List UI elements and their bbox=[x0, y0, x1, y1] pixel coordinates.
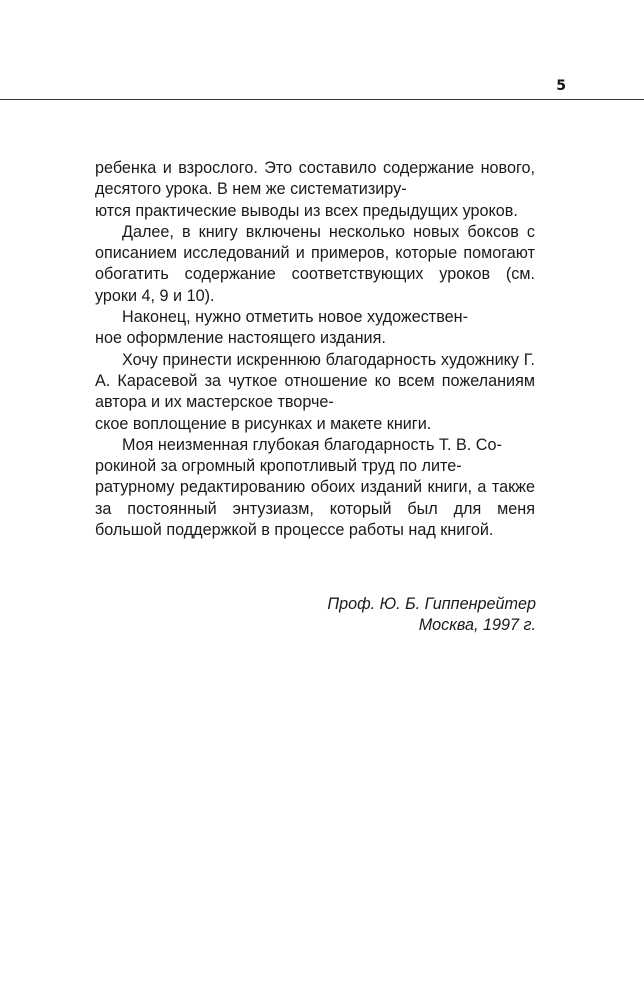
header-rule bbox=[0, 99, 644, 100]
paragraph-1: ребенка и взрослого. Это составило содержание нового, десятого урока. В нем же систематизиру- ются практические выводы из всех предыдущих уроков. bbox=[95, 159, 535, 220]
page-number: 5 bbox=[556, 78, 566, 94]
paragraph-5: Моя неизменная глубокая благодарность Т. В. Со- рокиной за огромный кропотливый труд по лите- ратурному редактированию обоих изданий книги, а также за постоянный энтузиазм, который был для меня большой поддержкой в процессе работы над книгой. bbox=[95, 435, 535, 540]
signature-author: Проф. Ю. Б. Гиппенрейтер bbox=[327, 595, 536, 613]
paragraph-2: Далее, в книгу включены несколько новых боксов с описанием исследований и примеров, которые помогают обогатить содержание соответствующих уроков (см. уроки 4, 9 и 10). bbox=[95, 222, 535, 305]
signature-place-date: Москва, 1997 г. bbox=[418, 616, 536, 635]
body-text bbox=[95, 158, 535, 541]
paragraph-3: Наконец, нужно отметить новое художествен- ное оформление настоящего издания. bbox=[95, 308, 468, 348]
signature bbox=[95, 594, 536, 637]
paragraph-4: Хочу принести искреннюю благодарность художнику Г. А. Карасевой за чуткое отношение ко всем пожеланиям автора и их мастерское творче- ское воплощение в рисунках и макете книги. bbox=[95, 350, 535, 433]
